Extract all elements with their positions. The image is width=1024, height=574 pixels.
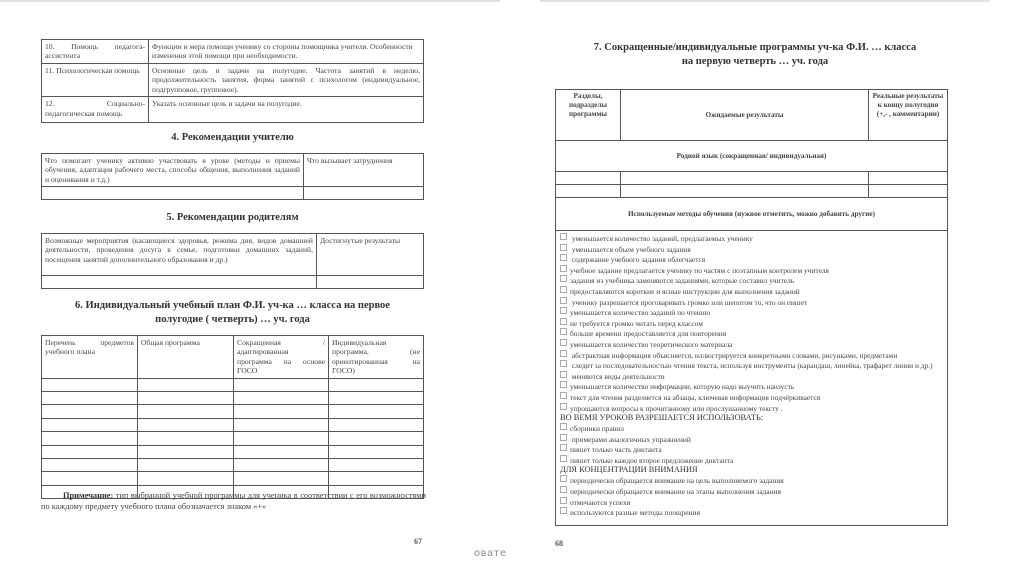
method-item[interactable]: меняются виды деятельности [560,371,943,382]
plan-note [41,490,426,512]
right-page [515,0,1024,574]
support-label: 12. Социально- педагогическая помощь [42,97,149,123]
checkbox-icon[interactable] [560,434,567,441]
method-item[interactable]: следит за последовательностью чтения текста, используя инструменты (карандаш, линейка, трафарет линии и др.) [560,360,943,371]
checkbox-icon[interactable] [560,233,567,240]
parent-recommendations-table [41,233,424,289]
empty-cell[interactable] [234,432,329,445]
plan-header-subjects: Перечень предметов учебного плана [42,336,138,379]
note-text: тип выбранной учебной программы для ученика в соответствии с его возможностями по каждому предмету учебного плана обозначается знаком «+» [41,491,426,511]
table-row [42,234,424,276]
lessons-heading: ВО ВЕМЯ УРОКОВ РАЗРЕШАЕТСЯ ИСПОЛЬЗОВАТЬ: [560,413,764,423]
table-row [42,64,424,97]
teacher-col2-header: Что вызывает затруднения [304,154,424,187]
empty-cell[interactable] [329,405,424,418]
table-row [42,276,424,289]
empty-cell[interactable] [138,432,234,445]
checkbox-icon[interactable] [560,403,567,410]
empty-cell[interactable] [138,405,234,418]
empty-cell[interactable] [234,472,329,485]
checkbox-icon[interactable] [560,455,567,462]
checkbox-icon[interactable] [560,475,567,482]
table-header-row [556,90,948,141]
method-item[interactable]: уменьшается количество заданий по чтению [560,307,943,318]
support-label: 11. Психологическая помощь [42,64,149,97]
empty-cell[interactable] [42,276,317,289]
empty-cell[interactable] [329,472,424,485]
plan-header-adapted: Сокращенная /адаптированная программа на основе ГОСО [234,336,329,379]
method-item[interactable]: предоставляются короткие и ясные инструкции для выполнения заданий [560,286,943,297]
support-text: Основные цель и задачи на полугодие. Частота занятий в неделю, продолжительность занятия, форма занятий с психологом (индивидуальное, подгрупповое, групповое). [149,64,424,97]
method-item[interactable]: ученику разрешается проговаривать громко или шепотом то, что он пишет [560,297,943,308]
empty-cell[interactable] [234,458,329,471]
empty-cell[interactable] [42,392,138,405]
checkbox-icon[interactable] [560,423,567,430]
methods-title: Используемые методы обучения (нужное отметить, можно добавить другие) [556,198,948,231]
empty-cell[interactable] [329,458,424,471]
table-header-row [42,336,424,379]
lessons-item[interactable]: пишет только каждое второе предложение диктанта [560,455,943,466]
empty-cell[interactable] [234,405,329,418]
checkbox-icon[interactable] [560,350,567,357]
methods-title-row [556,198,948,231]
checkbox-icon[interactable] [560,507,567,514]
lessons-item[interactable]: примерами аналогичных упражнений [560,434,943,445]
empty-cell[interactable] [234,392,329,405]
empty-cell[interactable] [329,392,424,405]
checkbox-icon[interactable] [560,444,567,451]
page-number-left: 67 [414,537,422,546]
empty-cell[interactable] [234,418,329,431]
table-row [42,187,424,200]
empty-cell[interactable] [234,378,329,391]
section-5-title: 5. Рекомендации родителям [166,212,299,223]
empty-cell[interactable] [329,445,424,458]
empty-cell[interactable] [329,432,424,445]
plan-header-individual: Индивидуальная программа, (не ориентированная на ГОСО) [329,336,424,379]
empty-cell[interactable] [556,185,621,198]
table-row [556,172,948,185]
empty-cell[interactable] [42,378,138,391]
table-row [42,154,424,187]
empty-cell[interactable] [869,185,948,198]
method-item[interactable]: уменьшается количество теоретического материала [560,339,943,350]
table-row [42,97,424,123]
checkbox-icon[interactable] [560,254,567,261]
empty-cell[interactable] [317,276,424,289]
empty-cell[interactable] [42,458,138,471]
empty-cell[interactable] [329,378,424,391]
method-item[interactable]: уменьшается количество заданий, предлагаемых ученику [560,233,943,244]
attention-item[interactable]: используются разные методы поощрения [560,507,943,518]
checkbox-icon[interactable] [560,244,567,251]
section-7-title-line2: на первую четверть … уч. года [681,56,829,67]
teacher-col1-header: Что помогает ученику активно участвовать в уроке (методы и приемы обучения, адаптация рабочего места, способы общения, выполнения заданий и оценивания и т.д.) [42,154,304,187]
left-page [0,0,510,574]
support-label: 10. Помощь педагога-ассистента [42,40,149,64]
parent-col1-header: Возможные мероприятия (касающиеся здоровья, режима дня, видов домашней деятельности, проведения досуга в семье, подготовки домашних заданий, посещения занятий дополнительного образования и др.) [42,234,317,276]
checkbox-icon[interactable] [560,339,567,346]
individual-plan-table [41,335,424,499]
method-item[interactable]: содержание учебного задания облегчается [560,254,943,265]
table-row [42,378,424,391]
empty-cell[interactable] [869,172,948,185]
method-item[interactable]: больше времени предоставляется для повторения [560,328,943,339]
lessons-item[interactable]: пишет только часть диктанта [560,444,943,455]
checkbox-icon[interactable] [560,371,567,378]
methods-list [556,231,948,526]
checkbox-icon[interactable] [560,486,567,493]
attention-item[interactable]: периодически обращается внимание на этапы выполнения задания [560,486,943,497]
table-row [556,185,948,198]
empty-cell[interactable] [42,405,138,418]
method-item[interactable]: задания из учебника заменяются заданиями, которые составил учитель [560,275,943,286]
support-text: Указать основные цель и задачи на полугодие. [149,97,424,123]
empty-cell[interactable] [138,472,234,485]
checkbox-icon[interactable] [560,381,567,388]
table-row [42,472,424,485]
empty-cell[interactable] [138,378,234,391]
method-item[interactable]: текст для чтения разделяется на абзацы, ключевая информация подчёркивается [560,392,943,403]
table-row [42,40,424,64]
header-sections: Разделы, подразделы программы [556,90,621,141]
empty-cell[interactable] [304,187,424,200]
empty-cell[interactable] [556,172,621,185]
methods-row [556,231,948,526]
method-item[interactable]: уменьшается объем учебного задания [560,244,943,255]
empty-cell[interactable] [138,445,234,458]
table-row [42,405,424,418]
section-7-title-line1: 7. Сокращенные/индивидуальные программы уч-ка Ф.И. … класса [593,42,917,53]
checkbox-icon[interactable] [560,360,567,367]
attention-heading: ДЛЯ КОНЦЕНТРАЦИИ ВНИМАНИЯ [560,465,698,475]
section-6-title-line2: полугодие ( четверть) … уч. года [155,314,310,325]
table-row [42,445,424,458]
table-row [42,392,424,405]
empty-cell[interactable] [329,418,424,431]
checkbox-icon[interactable] [560,265,567,272]
method-item[interactable]: уменьшается количество информации, которую надо выучить наизусть [560,381,943,392]
method-item[interactable]: абстрактная информация объясняется, иллюстрируется конкретными словами, рисунками, предметами [560,350,943,361]
section-7-title [545,41,965,69]
method-item[interactable]: не требуется громко читать перед классом [560,318,943,329]
empty-cell[interactable] [138,392,234,405]
checkbox-icon[interactable] [560,392,567,399]
attention-item[interactable]: периодически обращается внимание на цель выполняемого задания [560,475,943,486]
checkbox-icon[interactable] [560,328,567,335]
empty-cell[interactable] [138,418,234,431]
attention-item[interactable]: отмечаются успехи [560,497,943,508]
program-results-table [555,89,948,526]
overlay-text: овате [474,548,507,559]
checkbox-icon[interactable] [560,307,567,314]
teacher-recommendations-table [41,153,424,200]
empty-cell[interactable] [621,185,869,198]
parent-col2-header: Достигнутые результаты [317,234,424,276]
method-item[interactable]: упрощаются вопросы к прочитанному или прослушанному тексту . [560,403,943,414]
checkbox-icon[interactable] [560,275,567,282]
checkbox-icon[interactable] [560,318,567,325]
header-expected-results: Ожидаемые результаты [621,90,869,141]
empty-cell[interactable] [621,172,869,185]
empty-cell[interactable] [42,472,138,485]
support-table [41,39,424,123]
subject-row [556,141,948,172]
lessons-item[interactable]: сборники правил [560,423,943,434]
empty-cell[interactable] [138,458,234,471]
checkbox-icon[interactable] [560,297,567,304]
section-6-title [36,299,429,327]
page-number-right: 68 [555,539,563,548]
empty-cell[interactable] [42,445,138,458]
header-real-results: Реальные результаты к концу полугодия (+,- , комментарии) [869,90,948,141]
empty-cell[interactable] [42,187,304,200]
table-row [42,432,424,445]
section-4-title: 4. Рекомендации учителю [171,132,294,143]
checkbox-icon[interactable] [560,497,567,504]
subject-native-language: Родной язык (сокращенная/ индивидуальная) [556,141,948,172]
note-label: Примечание: [63,491,114,500]
plan-header-general: Общая программа [138,336,234,379]
empty-cell[interactable] [42,418,138,431]
checkbox-icon[interactable] [560,286,567,293]
table-row [42,458,424,471]
section-6-title-line1: 6. Индивидуальный учебный план Ф.И. уч-ка … класса на первое [75,300,390,311]
empty-cell[interactable] [234,445,329,458]
method-item[interactable]: учебное задание предлагается ученику по частям с поэтапным контролем учителя [560,265,943,276]
empty-cell[interactable] [42,432,138,445]
support-text: Функции и мера помощи ученику со стороны помощника учителя. Особенности изменения этой помощи при необходимости. [149,40,424,64]
table-row [42,418,424,431]
